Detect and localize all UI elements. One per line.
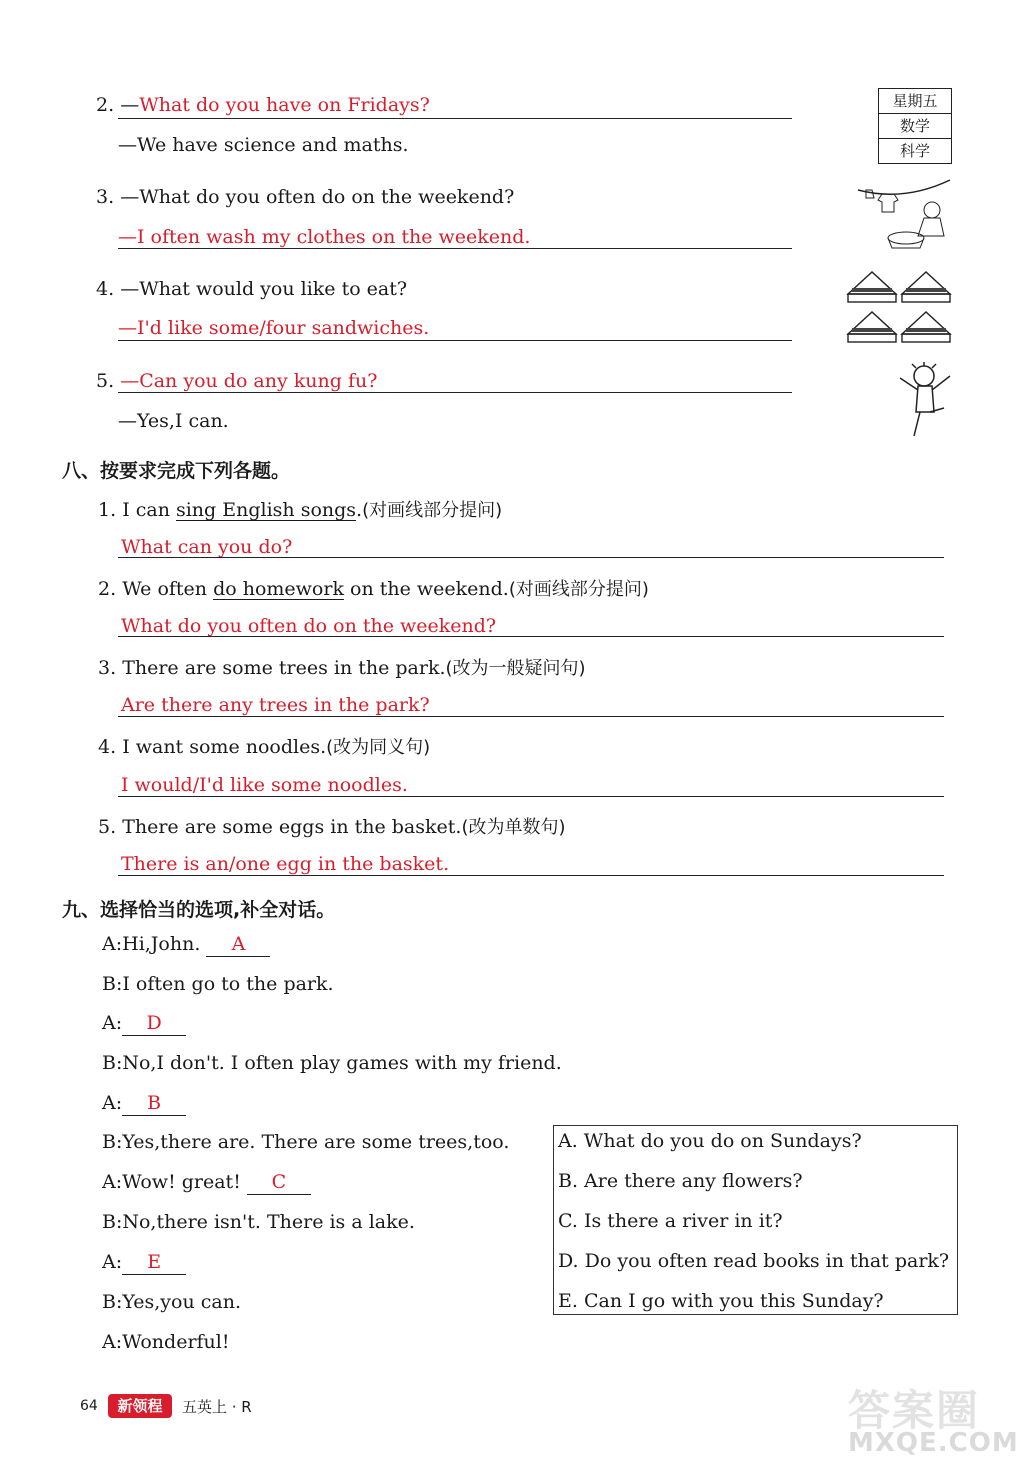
q2-reply: —We have science and maths. <box>118 134 409 156</box>
sec8-answer-4: I would/I'd like some noodles. <box>121 774 408 796</box>
dialog-line-3 <box>102 1012 186 1036</box>
dialog-line-5 <box>102 1092 186 1116</box>
q4-dash: — <box>118 317 137 339</box>
sec8-item-1 <box>98 496 502 522</box>
dialog-line-1 <box>102 933 270 957</box>
sec8-answer-3: Are there any trees in the park? <box>121 694 430 716</box>
q2-answer-line <box>118 118 792 119</box>
dialog-blank-3[interactable]: B <box>122 1092 186 1116</box>
q3 <box>96 186 514 208</box>
section-8-heading: 八、按要求完成下列各题。 <box>62 460 291 482</box>
item-sentence: I want some noodles. <box>122 736 327 758</box>
q3-number: 3. <box>96 186 115 208</box>
dialog-text: A: <box>102 1251 123 1273</box>
sec8-answer-line-2 <box>118 636 944 637</box>
item-sentence-pre: We often <box>122 578 214 600</box>
q3-answer-line <box>118 248 792 249</box>
q5-answer-line <box>118 392 792 393</box>
sec8-item-4 <box>98 733 430 759</box>
q5-answer: Can you do any kung fu? <box>139 370 378 392</box>
item-sentence: There are some eggs in the basket. <box>122 816 462 838</box>
options-box <box>553 1125 958 1315</box>
dialog-blank-5[interactable]: E <box>122 1251 186 1275</box>
dialog-line-10: B:Yes,you can. <box>102 1291 241 1313</box>
sandwiches-picture-icon <box>844 268 954 346</box>
book-title: 五英上 · R <box>182 1398 252 1416</box>
dialog-line-4: B:No,I don't. I often play games with my friend. <box>102 1052 562 1074</box>
timetable-day: 星期五 <box>879 89 951 114</box>
option-d: D. Do you often read books in that park? <box>558 1250 950 1272</box>
item-number: 5. <box>98 816 117 838</box>
item-sentence-underlined: sing English songs <box>175 499 357 521</box>
option-e: E. Can I go with you this Sunday? <box>558 1290 884 1312</box>
item-number: 4. <box>98 736 117 758</box>
timetable-subject-2: 科学 <box>899 142 930 160</box>
watermark-url: MXQE.COM <box>848 1428 1019 1458</box>
q5-number: 5. <box>96 370 115 392</box>
item-number: 2. <box>98 578 117 600</box>
dialog-blank-2[interactable]: D <box>122 1012 186 1036</box>
item-instruction: (对画线部分提问) <box>508 579 649 600</box>
q4-question: —What would you like to eat? <box>120 278 408 300</box>
sec8-answer-line-4 <box>118 796 944 797</box>
q5-dash: — <box>120 370 140 392</box>
q3-answer-row <box>118 226 530 248</box>
kung-fu-boy-picture-icon <box>896 362 954 440</box>
dialog-line-2: B:I often go to the park. <box>102 973 334 995</box>
timetable-box <box>878 88 952 164</box>
item-number: 1. <box>98 499 117 521</box>
sec8-answer-2: What do you often do on the weekend? <box>121 615 497 637</box>
q2 <box>96 94 430 116</box>
q2-answer: What do you have on Fridays? <box>139 94 430 116</box>
sec8-answer-line-1 <box>118 557 944 558</box>
item-sentence-underlined: do homework <box>213 578 344 600</box>
section-9-heading: 九、选择恰当的选项,补全对话。 <box>62 899 336 921</box>
sec8-answer-1: What can you do? <box>121 536 293 558</box>
q2-dash: — <box>120 94 140 116</box>
page-number: 64 <box>80 1398 98 1414</box>
option-a: A. What do you do on Sundays? <box>558 1130 862 1152</box>
sec8-answer-line-3 <box>118 716 944 717</box>
q4-answer: I'd like some/four sandwiches. <box>137 317 430 339</box>
sec8-answer-5: There is an/one egg in the basket. <box>121 853 450 875</box>
sec8-item-3 <box>98 654 586 680</box>
dialog-blank-1[interactable]: A <box>206 933 270 957</box>
q4-answer-row <box>118 317 429 339</box>
brand-logo: 新领程 <box>108 1394 172 1418</box>
dialog-text: A:Wow! great! <box>102 1171 241 1193</box>
q4 <box>96 278 407 300</box>
dialog-text: A: <box>102 1012 123 1034</box>
watermark-logo: 答案圈 <box>848 1386 981 1435</box>
item-instruction: (改为一般疑问句) <box>445 658 586 679</box>
dialog-line-6: B:Yes,there are. There are some trees,too. <box>102 1131 510 1153</box>
q3-question: —What do you often do on the weekend? <box>120 186 515 208</box>
item-instruction: (对画线部分提问) <box>362 500 503 521</box>
item-sentence-post: on the weekend. <box>343 578 509 600</box>
item-sentence: There are some trees in the park. <box>122 657 446 679</box>
sec8-item-2 <box>98 575 649 601</box>
item-instruction: (改为单数句) <box>461 817 566 838</box>
sec8-item-5 <box>98 813 565 839</box>
dialog-text: A:Hi,John. <box>102 933 201 955</box>
dialog-line-11: A:Wonderful! <box>102 1331 230 1353</box>
item-sentence-post: . <box>356 499 363 521</box>
option-b: B. Are there any flowers? <box>558 1170 803 1192</box>
item-instruction: (改为同义句) <box>326 737 431 758</box>
q3-answer: I often wash my clothes on the weekend. <box>137 226 531 248</box>
q5 <box>96 370 377 392</box>
q5-reply: —Yes,I can. <box>118 410 229 432</box>
timetable-subject-1: 数学 <box>879 114 951 139</box>
dialog-text: A: <box>102 1092 123 1114</box>
dialog-line-9 <box>102 1251 186 1275</box>
dialog-line-8: B:No,there isn't. There is a lake. <box>102 1211 415 1233</box>
washing-clothes-picture-icon <box>856 176 952 254</box>
dialog-line-7 <box>102 1171 311 1195</box>
q2-number: 2. <box>96 94 115 116</box>
item-number: 3. <box>98 657 117 679</box>
dialog-blank-4[interactable]: C <box>247 1171 311 1195</box>
item-sentence-pre: I can <box>122 499 176 521</box>
q3-dash: — <box>118 226 137 248</box>
option-c: C. Is there a river in it? <box>558 1210 783 1232</box>
sec8-answer-line-5 <box>118 875 944 876</box>
q4-answer-line <box>118 340 792 341</box>
q4-number: 4. <box>96 278 115 300</box>
